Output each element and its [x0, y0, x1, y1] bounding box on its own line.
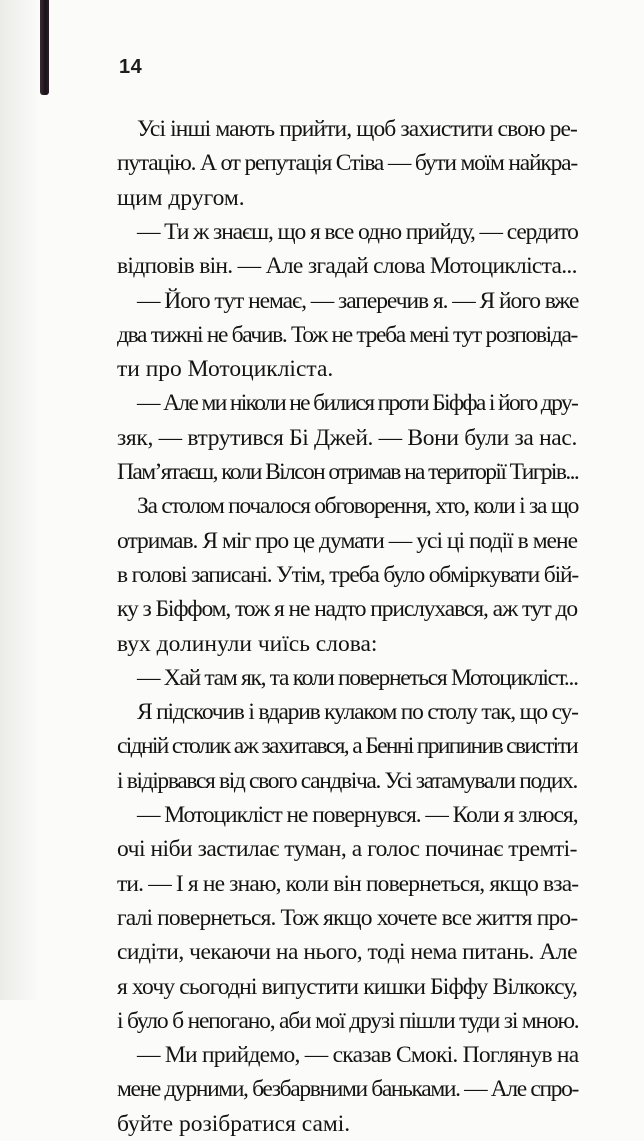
- text-line: зяк, — втрутився Бі Джей. — Вони були за нас.: [117, 424, 577, 451]
- binding-edge: [40, 0, 49, 95]
- text-line: мене дурними, безбарвними баньками. — Але спро-: [117, 1076, 578, 1103]
- text-line: — Ти ж знаєш, що я все одно прийду, — сердито: [137, 218, 578, 245]
- text-line: Усі інші мають прийти, щоб захистити свою ре-: [137, 116, 577, 142]
- binding-shadow: [0, 0, 40, 1000]
- text-line: Пам’ятаєш, коли Вілсон отримав на території Тигрів...: [117, 459, 579, 485]
- text-line: щим другом.: [117, 184, 245, 211]
- page-number: 14: [119, 56, 143, 78]
- text-line: два тижні не бачив. Тож не треба мені тут розповіда-: [117, 321, 577, 348]
- text-line: сидіти, чекаючи на нього, тоді нема питань. Але: [117, 939, 577, 966]
- text-line: За столом почалося обговорення, хто, коли і за що: [137, 493, 579, 520]
- text-line: я хочу сьогодні випустити кишки Біффу Вілкоксу,: [117, 973, 577, 1000]
- text-line: — Хай там як, та коли повернеться Мотоцикліст...: [137, 664, 578, 691]
- text-line: відповів він. — Але згадай слова Мотоцикліста...: [117, 253, 577, 280]
- text-line: сідній столик аж захитався, а Бенні припинив свистіти: [117, 733, 578, 760]
- text-line: і було б непогано, аби мої друзі пішли туди зі мною.: [117, 1007, 579, 1034]
- text-line: — Ми прийдемо, — сказав Смокі. Поглянув на: [137, 1042, 579, 1069]
- text-line: — Мотоцикліст не повернувся. — Коли я злюся,: [137, 802, 578, 828]
- text-line: ти про Мотоцикліста.: [117, 356, 334, 383]
- text-line: очі ніби застилає туман, а голос починає тремті-: [117, 836, 577, 863]
- text-line: — Але ми ніколи не билися проти Біффа і його дру-: [137, 390, 578, 417]
- text-line: галі повернеться. Тож якщо хочете все життя про-: [117, 904, 578, 931]
- text-line: буйте розібратися самі.: [117, 1110, 351, 1137]
- text-line: ти. — І я не знаю, коли він повернеться, якщо взa-: [117, 870, 579, 897]
- text-line: — Його тут немає, — заперечив я. — Я його вже: [137, 287, 579, 314]
- text-line: ку з Біффом, тож я не надто прислухався, аж тут до: [117, 596, 577, 623]
- text-line: отримав. Я міг про це думати — усі ці події в мене: [117, 527, 577, 554]
- text-line: в голові записані. Утім, треба було обміркувати бій-: [117, 561, 579, 588]
- text-line: вух долинули чиїсь слова:: [117, 630, 378, 657]
- text-line: і відірвався від свого сандвіча. Усі затамували подих.: [117, 767, 577, 794]
- text-line: Я підскочив і вдарив кулаком по столу так, що су-: [137, 699, 578, 726]
- text-line: путацію. А от репутація Стіва — бути моїм найкра-: [117, 150, 577, 177]
